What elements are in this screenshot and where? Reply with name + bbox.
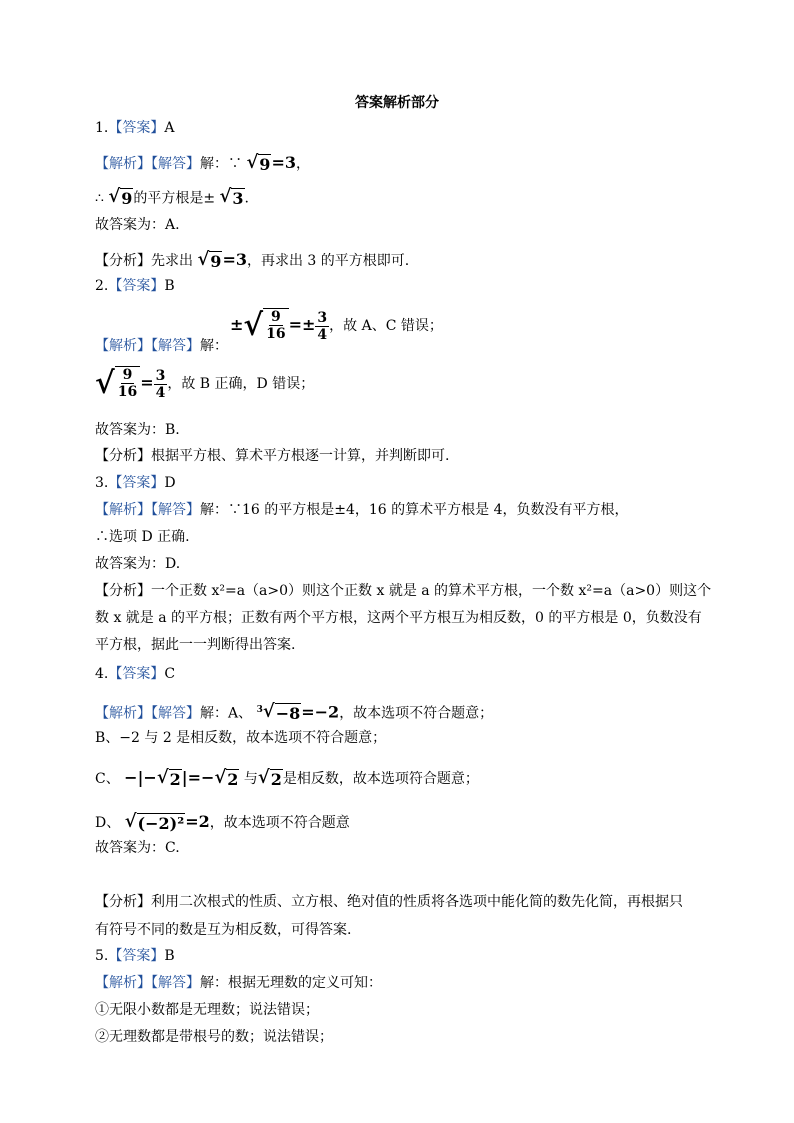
q5-answer: B (164, 948, 175, 964)
q4-answer: C (164, 666, 176, 682)
q3-solution-line (95, 500, 629, 520)
q2-den-16: 16 (266, 326, 286, 342)
q1-answer: A (164, 120, 175, 136)
q1-sqrt-9: √ 9 (246, 151, 271, 174)
q2-eq: = (140, 373, 154, 392)
q4-c-sqrt2c: √ 2 (257, 766, 282, 789)
q5-solution-line (95, 973, 382, 993)
q1-eq3b: =3 (222, 250, 247, 269)
q4-number: 4. (95, 666, 109, 682)
q4-analysis-tag: 【分析】 (95, 894, 151, 910)
q1-text-b: 的平方根是± (133, 190, 216, 207)
q2-text-c: ，故 B 正确，D 错误； (167, 376, 315, 392)
q2-num-3: 3 (317, 309, 328, 326)
q2-solution-line (95, 336, 228, 356)
q5-item-2: ②无理数都是带根号的数；说法错误； (95, 1029, 333, 1045)
q3-answer-line (95, 473, 176, 493)
q2-text-b: ，故 A、C 错误； (329, 318, 443, 334)
q2-answer-tag: 【答案】 (108, 278, 165, 294)
q4-c-label: C、 (95, 771, 120, 787)
q3-number: 3. (95, 475, 109, 491)
q5-solution: 解：根据无理数的定义可知： (200, 975, 382, 991)
q1-answer-line (95, 118, 174, 138)
q4-line-c (95, 768, 479, 790)
q4-solution-line (95, 700, 493, 724)
q2-sqrt-frac-2: √ $\frac{9}{16}$ (95, 366, 140, 402)
q4-analysis-2: 有符号不同的数是互为相反数，可得答案. (95, 922, 352, 938)
page-title: 答案解析部分 (355, 95, 439, 111)
q3-analysis-tag: 【分析】 (95, 583, 151, 599)
q3-solution: 解：∵16 的平方根是±4，16 的算术平方根是 4，负数没有平方根， (200, 502, 629, 518)
q2-analysis-line (95, 446, 449, 466)
q1-therefore-line (95, 188, 249, 209)
q4-cube-root: √ −8 (262, 701, 301, 724)
q2-formula-1 (230, 308, 443, 344)
q2-analysis-tag: 【分析】 (95, 448, 151, 464)
q3-analysis-3: 平方根，据此一一判断得出答案. (95, 637, 296, 653)
q1-analysis-a: 先求出 (151, 253, 193, 269)
q1-conclusion: 故答案为：A. (95, 217, 180, 233)
q1-sqrt-9c: √ 9 (197, 248, 222, 271)
q2-pm: ± (230, 315, 244, 334)
q4-conclusion: 故答案为：C. (95, 840, 180, 856)
q4-answer-tag: 【答案】 (108, 666, 165, 682)
q4-c-expr-a: −|− (124, 768, 157, 787)
q1-period: . (244, 190, 249, 207)
q1-therefore: ∴ (95, 190, 104, 207)
q5-number: 5. (95, 948, 109, 964)
q4-cube-index: 3 (256, 705, 263, 715)
q2-number: 2. (95, 278, 109, 294)
q3-analysis-2: 数 x 就是 a 的平方根；正数有两个平方根，这两个平方根互为相反数，0 的平方根是 0，负数没有 (95, 610, 702, 626)
q2-solution-tag: 【解析】【解答】 (95, 338, 200, 354)
q4-d-sqrt: √ (−2)² (124, 810, 185, 833)
q1-sqrt-3: √ 3 (219, 186, 244, 208)
q2-answer-line (95, 276, 175, 296)
q2-conclusion: 故答案为：B. (95, 422, 180, 438)
q5-solution-tag: 【解析】【解答】 (95, 975, 200, 991)
q4-c-tail: 是相反数，故本选项符合题意； (282, 771, 479, 787)
q4-solution-a: 解：A、 (200, 705, 253, 722)
q4-c-mid: 与 (243, 771, 258, 787)
q4-solution-a2: ，故本选项不符合题意； (339, 705, 494, 722)
q2-answer: B (164, 278, 175, 294)
q4-c-sqrt2: √ 2 (156, 766, 181, 789)
q5-item-1: ①无限小数都是无理数；说法错误； (95, 1002, 319, 1018)
q2-den-4: 4 (317, 326, 328, 343)
q4-d-tail: ，故本选项不符合题意 (209, 815, 350, 831)
q2-solution-a: 解： (200, 338, 228, 354)
q5-answer-line (95, 946, 175, 966)
q3-analysis-text-1: 一个正数 x²=a（a>0）则这个正数 x 就是 a 的算术平方根，一个数 x²=a（a>0）则这个 (151, 583, 712, 599)
q2-analysis: 根据平方根、算术平方根逐一计算，并判断即可. (151, 448, 450, 464)
q1-solution-text: 解：∵ (200, 156, 242, 172)
q2-sqrt-frac: √ $\frac{9}{16}$ (243, 308, 288, 344)
q1-analysis-tag: 【分析】 (95, 253, 151, 269)
q1-answer-tag: 【答案】 (108, 120, 165, 136)
q4-line-d (95, 812, 350, 834)
q4-d-eq: =2 (185, 812, 210, 831)
q3-solution-2: ∴选项 D 正确. (95, 529, 190, 545)
q1-sqrt-9b: √ 9 (108, 186, 133, 208)
q1-number: 1. (95, 120, 109, 136)
q1-analysis-line (95, 250, 409, 272)
q1-eq3: =3 (271, 153, 296, 172)
q1-analysis-b: ，再求出 3 的平方根即可. (246, 253, 410, 269)
q2-num-9: 9 (270, 309, 281, 325)
q2-eq-pm: =± (288, 315, 316, 334)
q4-cube-eq: =−2 (301, 702, 340, 722)
q1-solution-tag: 【解析】【解答】 (95, 156, 200, 172)
q3-conclusion: 故答案为：D. (95, 556, 181, 572)
q1-comma: ， (295, 156, 310, 172)
q1-solution-line (95, 153, 310, 175)
q4-c-sqrt2b: √ 2 (214, 766, 239, 789)
q4-analysis-text-1: 利用二次根式的性质、立方根、绝对值的性质将各选项中能化简的数先化简，再根据只 (151, 894, 683, 910)
q2-formula-2: √ $\frac{9}{16}$ = $\frac{3}{4}$ ，故 B 正确，D 错误； (95, 366, 315, 401)
q4-c-expr-b: |=− (181, 768, 215, 787)
q4-line-b: B、−2 与 2 是相反数，故本选项不符合题意； (95, 730, 387, 746)
q4-analysis-1 (95, 892, 683, 912)
q3-answer: D (164, 475, 176, 491)
q4-answer-line (95, 664, 175, 684)
q3-solution-tag: 【解析】【解答】 (95, 502, 200, 518)
q3-analysis-1 (95, 581, 711, 601)
q4-d-label: D、 (95, 815, 121, 831)
q3-answer-tag: 【答案】 (108, 475, 165, 491)
q4-solution-tag: 【解析】【解答】 (95, 705, 200, 722)
q5-answer-tag: 【答案】 (108, 948, 165, 964)
